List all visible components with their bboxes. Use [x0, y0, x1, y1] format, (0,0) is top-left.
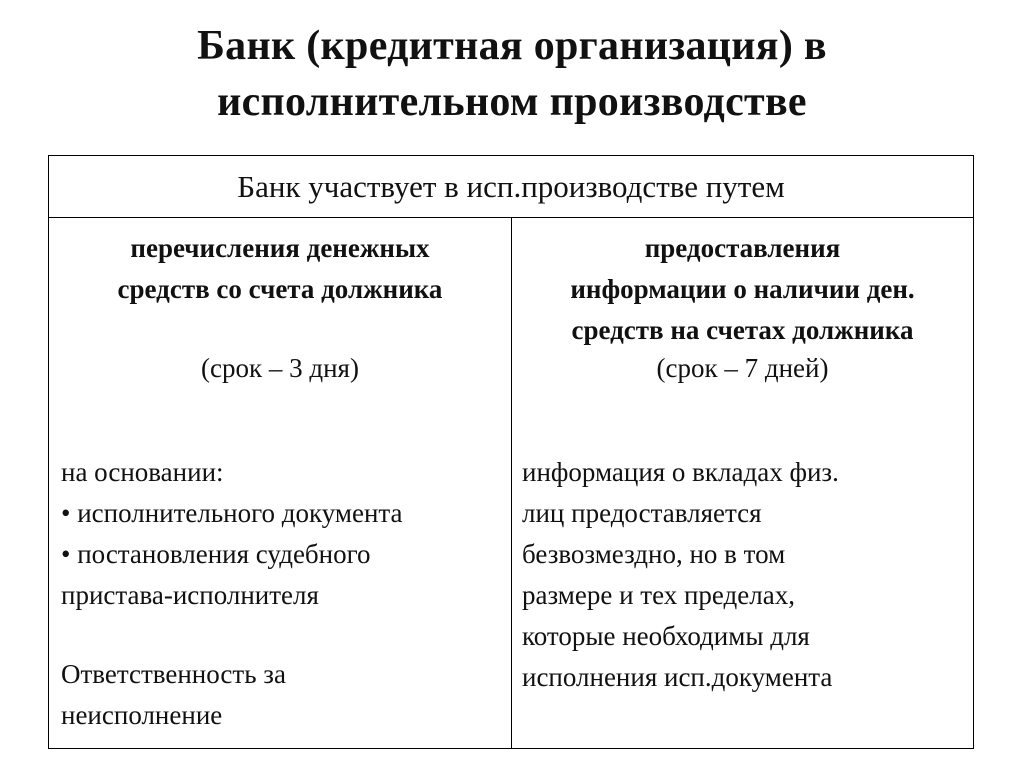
- note-line: информация о вкладах физ.: [522, 457, 839, 487]
- right-note: [522, 452, 839, 698]
- title-line-2: исполнительном производстве: [217, 79, 807, 125]
- left-column: [49, 218, 511, 748]
- right-heading: [512, 228, 973, 351]
- left-basis: [61, 452, 403, 616]
- left-heading: [49, 228, 511, 310]
- responsibility-line: неисполнение: [61, 700, 223, 730]
- basis-item: • исполнительного документа: [61, 498, 403, 528]
- left-term: (срок – 3 дня): [201, 353, 359, 383]
- right-term: (срок – 7 дней): [656, 353, 829, 383]
- left-heading-line: средств со счета должника: [117, 274, 443, 304]
- table-header: Банк участвует в исп.производстве путем: [49, 156, 973, 218]
- note-line: безвозмездно, но в том: [522, 539, 786, 569]
- note-line: лиц предоставляется: [522, 498, 762, 528]
- note-line: размере и тех пределах,: [522, 580, 795, 610]
- note-line: которые необходимы для: [522, 621, 810, 651]
- left-heading-line: перечисления денежных: [130, 233, 430, 263]
- note-line: исполнения исп.документа: [522, 662, 833, 692]
- basis-item: • постановления судебного: [61, 539, 371, 569]
- left-responsibility: [61, 654, 286, 736]
- title-line-1: Банк (кредитная организация) в: [197, 23, 827, 69]
- basis-item: пристава-исполнителя: [61, 580, 319, 610]
- right-heading-line: предоставления: [644, 233, 841, 263]
- right-heading-line: информации о наличии ден.: [570, 274, 915, 304]
- responsibility-line: Ответственность за: [61, 659, 286, 689]
- info-table: [48, 155, 974, 749]
- right-column: [512, 218, 973, 748]
- right-heading-line: средств на счетах должника: [571, 315, 914, 345]
- page-title: [0, 18, 1024, 130]
- basis-label: на основании:: [61, 457, 224, 487]
